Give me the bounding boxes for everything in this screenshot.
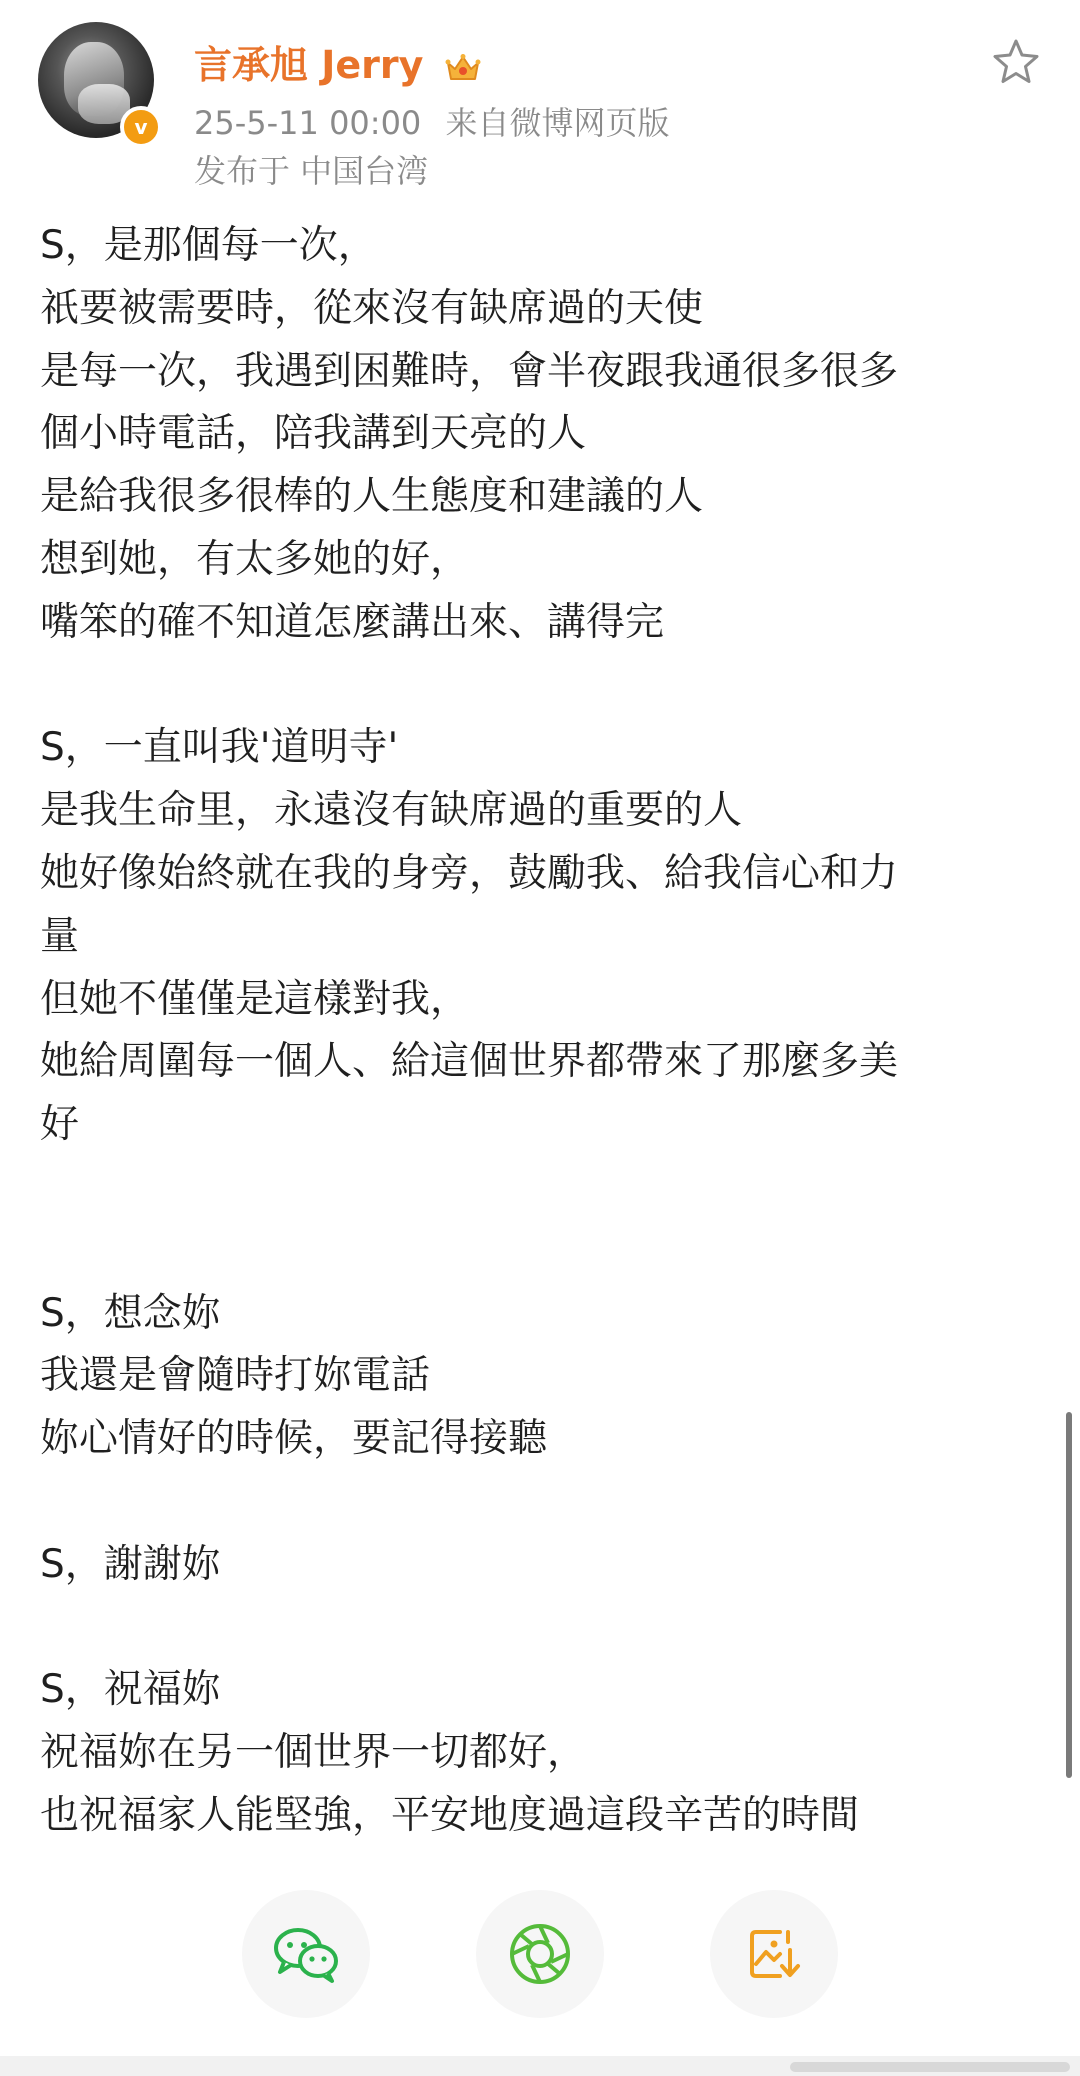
post-timestamp: 25-5-11 00:00 bbox=[194, 104, 422, 142]
star-icon[interactable] bbox=[990, 36, 1042, 88]
moments-icon bbox=[508, 1922, 572, 1986]
post-line: 個小時電話，陪我講到天亮的人 bbox=[40, 411, 587, 457]
post-line: 她好像始終就在我的身旁，鼓勵我、給我信心和力 bbox=[40, 850, 899, 896]
post-header bbox=[0, 0, 1080, 200]
post-line: 祝福妳在另一個世界一切都好， bbox=[40, 1730, 587, 1776]
post-line: 量 bbox=[40, 913, 80, 959]
crown-icon bbox=[445, 53, 481, 83]
post-line: 妳心情好的時候，要記得接聽 bbox=[40, 1416, 548, 1462]
post-line: 好 bbox=[40, 1102, 80, 1148]
post-line: 是給我很多很棒的人生態度和建議的人 bbox=[40, 474, 704, 520]
share-moments-button[interactable] bbox=[476, 1890, 604, 2018]
post-line: S，想念妳 bbox=[40, 1290, 221, 1336]
post-line: S，謝謝妳 bbox=[40, 1541, 221, 1587]
wechat-icon bbox=[271, 1924, 341, 1984]
post-line: 她給周圍每一個人、給這個世界都帶來了那麼多美 bbox=[40, 1039, 899, 1085]
post-source: 来自微博网页版 bbox=[445, 104, 670, 142]
post-line bbox=[40, 1471, 1040, 1534]
home-indicator[interactable] bbox=[790, 2062, 1070, 2072]
post-line: 是每一次，我遇到困難時，會半夜跟我通很多很多 bbox=[40, 348, 899, 394]
verified-badge-icon: v bbox=[120, 106, 162, 148]
post-line: S，一直叫我'道明寺' bbox=[40, 725, 399, 771]
scrollbar[interactable] bbox=[1066, 1412, 1072, 1778]
post-body bbox=[40, 215, 1040, 1848]
post-line: 是我生命里，永遠沒有缺席過的重要的人 bbox=[40, 788, 743, 834]
share-wechat-button[interactable] bbox=[242, 1890, 370, 2018]
save-image-button[interactable] bbox=[710, 1890, 838, 2018]
post-line bbox=[40, 1157, 1040, 1220]
post-line bbox=[40, 655, 1040, 718]
post-line: 我還是會隨時打妳電話 bbox=[40, 1353, 431, 1399]
post-line: 也祝福家人能堅強，平安地度過這段辛苦的時間 bbox=[40, 1792, 860, 1838]
author-name[interactable]: 言承旭 Jerry bbox=[194, 43, 424, 87]
post-line: 嘴笨的確不知道怎麼講出來、講得完 bbox=[40, 599, 665, 645]
post-line: 想到她，有太多她的好， bbox=[40, 536, 470, 582]
save-image-icon bbox=[744, 1924, 804, 1984]
post-line: 但她不僅僅是這樣對我， bbox=[40, 976, 470, 1022]
post-meta bbox=[194, 98, 669, 144]
post-line: 祇要被需要時，從來沒有缺席過的天使 bbox=[40, 285, 704, 331]
post-line: S，祝福妳 bbox=[40, 1667, 221, 1713]
post-line bbox=[40, 1220, 1040, 1283]
author-name-row[interactable] bbox=[194, 34, 481, 89]
post-location: 发布于 中国台湾 bbox=[194, 152, 429, 190]
post-line: S，是那個每一次， bbox=[40, 223, 377, 268]
post-line bbox=[40, 1597, 1040, 1660]
